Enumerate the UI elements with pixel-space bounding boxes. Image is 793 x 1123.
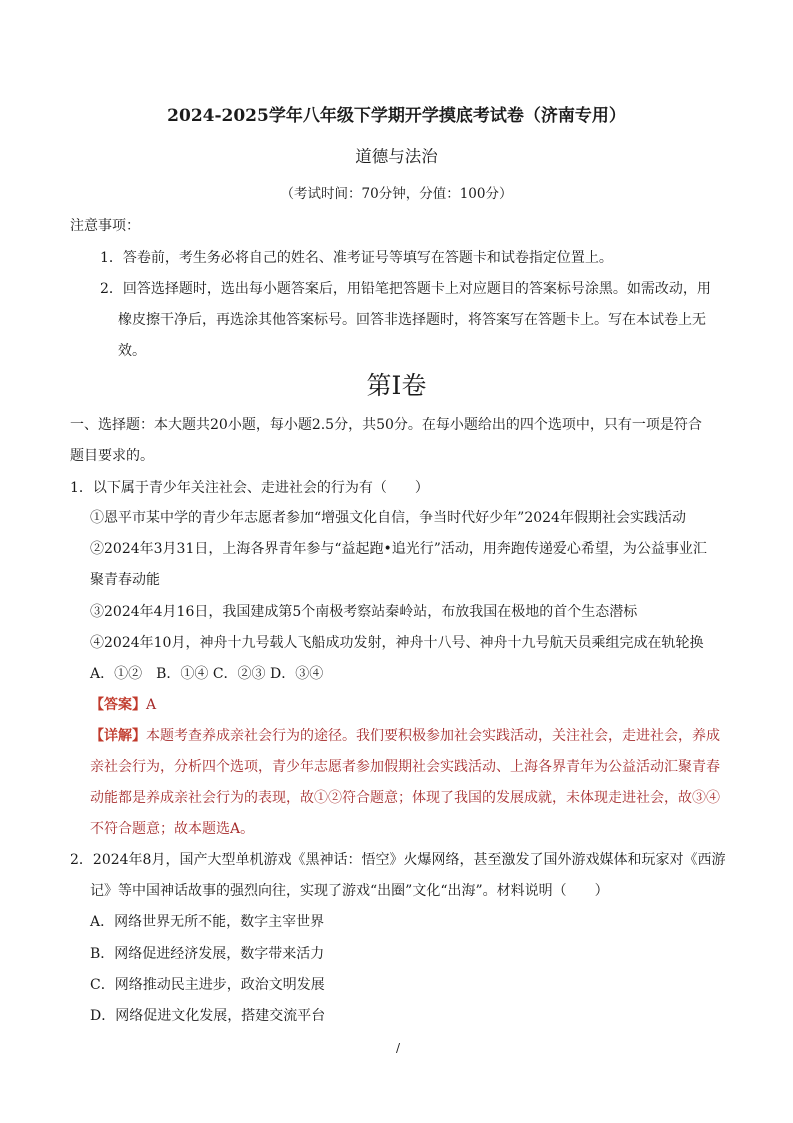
instructions-line-2: 题目要求的。 bbox=[70, 448, 154, 464]
q1-option-1: ①恩平市某中学的青少年志愿者参加“增强文化自信，争当时代好少年”2024年假期社会实践活动 bbox=[90, 510, 686, 526]
section-title: 第Ⅰ卷 bbox=[366, 371, 427, 400]
answer-label: 【答案】 bbox=[90, 697, 146, 713]
q1-stem: 1．以下属于青少年关注社会、走进社会的行为有（ ） bbox=[70, 480, 429, 496]
notes-heading: 注意事项： bbox=[70, 218, 140, 234]
exam-info: （考试时间：70分钟，分值：100分） bbox=[280, 186, 513, 202]
note-item-2-line-3: 效。 bbox=[118, 343, 146, 359]
page-title: 2024-2025学年八年级下学期开学摸底考试卷（济南专用） bbox=[167, 106, 626, 126]
detail-text: 本题考查养成亲社会行为的途径。我们要积极参加社会实践活动，关注社会，走进社会，养成 bbox=[146, 728, 720, 744]
q1-choices: A．①② B．①④ C．②③ D．③④ bbox=[90, 666, 324, 682]
q2-option-a: A．网络世界无所不能，数字主宰世界 bbox=[90, 914, 325, 930]
instructions-line-1: 一、选择题：本大题共20小题，每小题2.5分，共50分。在每小题给出的四个选项中，只有一项是符合 bbox=[70, 417, 702, 433]
q2-stem-line-2: 记》等中国神话故事的强烈向往，实现了游戏“出圈”文化“出海”。材料说明（ ） bbox=[90, 883, 609, 899]
detail-label: 【详解】 bbox=[90, 728, 146, 744]
q1-option-2-line-1: ②2024年3月31日，上海各界青年参与“益起跑•追光行”活动，用奔跑传递爱心希望，为公益事业汇 bbox=[90, 541, 707, 557]
q1-detail-line-3: 动能都是养成亲社会行为的表现，故①②符合题意；体现了我国的发展成就，未体现走进社会，故③④ bbox=[90, 790, 720, 806]
q1-detail-line-2: 亲社会行为，分析四个选项，青少年志愿者参加假期社会实践活动、上海各界青年为公益活动汇聚青春 bbox=[90, 759, 720, 775]
note-item-2-line-2: 橡皮擦干净后，再选涂其他答案标号。回答非选择题时，将答案写在答题卡上。写在本试卷上无 bbox=[118, 312, 706, 328]
q1-option-4: ④2024年10月，神舟十九号载人飞船成功发射，神舟十八号、神舟十九号航天员乘组完成在轨轮换 bbox=[90, 635, 704, 651]
subject-title: 道德与法治 bbox=[355, 147, 438, 166]
q2-stem-line-1: 2．2024年8月，国产大型单机游戏《黑神话：悟空》火爆网络，甚至激发了国外游戏媒体和玩家对《西游 bbox=[70, 852, 726, 868]
note-item-1: 1．答卷前，考生务必将自己的姓名、准考证号等填写在答题卡和试卷指定位置上。 bbox=[100, 250, 613, 266]
q1-option-3: ③2024年4月16日，我国建成第5个南极考察站秦岭站，布放我国在极地的首个生态潜标 bbox=[90, 604, 638, 620]
q1-option-2-line-2: 聚青春动能 bbox=[90, 572, 160, 588]
q2-option-b: B．网络促进经济发展，数字带来活力 bbox=[90, 946, 325, 962]
page-footer-mark: / bbox=[396, 1041, 401, 1055]
q2-option-d: D．网络促进文化发展，搭建交流平台 bbox=[90, 1008, 326, 1024]
q1-detail-line-1 bbox=[90, 726, 720, 746]
note-item-2-line-1: 2．回答选择题时，选出每小题答案后，用铅笔把答题卡上对应题目的答案标号涂黑。如需改动，用 bbox=[100, 281, 711, 297]
answer-value: A bbox=[146, 697, 157, 713]
q1-answer bbox=[90, 695, 156, 715]
q1-detail-line-4: 不符合题意；故本题选A。 bbox=[90, 821, 255, 837]
q2-option-c: C．网络推动民主进步，政治文明发展 bbox=[90, 977, 325, 993]
